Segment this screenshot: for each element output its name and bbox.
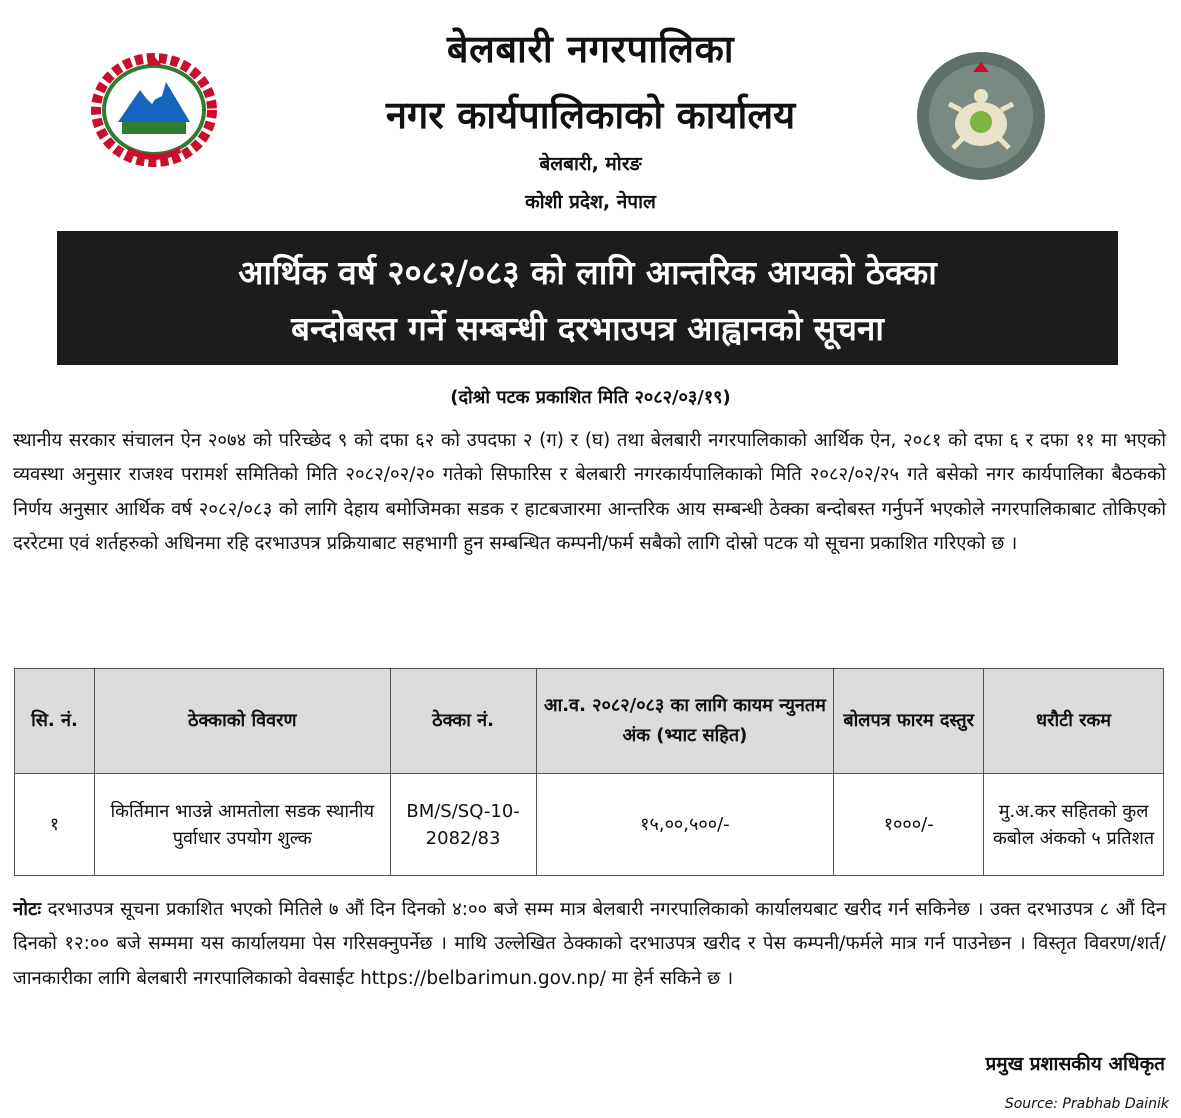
note-paragraph (13, 893, 1166, 996)
header-deposit: धरौटी रकम (984, 669, 1164, 774)
banner-line-1: आर्थिक वर्ष २०८२/०८३ को लागि आन्तरिक आयको ठेक्का (238, 253, 937, 292)
note-text: दरभाउपत्र सूचना प्रकाशित भएको मितिले ७ औं दिन दिनको ४:०० बजे सम्म मात्र बेलबारी नगरपालिकाको कार्यालयबाट खरीद गर्न सकिनेछ । उक्त दरभाउपत्र ८ औं दिन दिनको १२:०० बजे सम्ममा यस कार्यालयमा पेस गरिसक्नुपर्नेछ । माथि उल्लेखित ठेक्काको दरभाउपत्र खरीद र पेस कम्पनी/फर्मले मात्र गर्न पाउनेछन । विस्तृत विवरण/शर्त/जानकारीका लागि बेलबारी नगरपालिकाको वेवसाईट https://belbarimun.gov.np/ मा हेर्न सकिने छ । (13, 899, 1166, 989)
address-line-1: बेलबारी, मोरङ (539, 153, 642, 175)
cell-deposit: मु.अ.कर सहितको कुल कबोल अंकको ५ प्रतिशत (984, 774, 1164, 876)
table-row (15, 774, 1164, 876)
signatory-title: प्रमुख प्रशासकीय अधिकृत (985, 1053, 1165, 1075)
notice-title-banner (57, 231, 1118, 365)
table-header-row (15, 669, 1164, 774)
publication-date: (दोश्रो पटक प्रकाशित मिति २०८२/०३/१९) (450, 387, 731, 408)
office-name: नगर कार्यपालिकाको कार्यालय (385, 93, 796, 137)
banner-line-2: बन्दोबस्त गर्ने सम्बन्धी दरभाउपत्र आह्वानको सूचना (291, 309, 884, 348)
tender-table (14, 668, 1164, 876)
header-description: ठेक्काको विवरण (94, 669, 390, 774)
header-contract-no: ठेक्का नं. (390, 669, 536, 774)
cell-description: किर्तिमान भाउन्ने आमतोला सडक स्थानीय पुर्वाधार उपयोग शुल्क (94, 774, 390, 876)
note-label: नोटः (13, 899, 42, 920)
cell-sn: १ (15, 774, 95, 876)
cell-min-amount: १५,००,५००/- (536, 774, 834, 876)
address-line-2: कोशी प्रदेश, नेपाल (525, 191, 656, 213)
municipality-name: बेलबारी नगरपालिका (446, 27, 735, 71)
header-form-fee: बोलपत्र फारम दस्तुर (834, 669, 984, 774)
cell-contract-no: BM/S/SQ-10-2082/83 (390, 774, 536, 876)
notice-body: स्थानीय सरकार संचालन ऐन २०७४ को परिच्छेद ९ को दफा ६२ को उपदफा २ (ग) र (घ) तथा बेलबारी नगरपालिकाको आर्थिक ऐन, २०८१ को दफा ६ र दफा ११ मा भएको व्यवस्था अनुसार राजश्व परामर्श समितिको मिति २०८२/०२/२० गतेको सिफारिस र बेलबारी नगरकार्यपालिकाको मिति २०८२/०२/२५ गते बसेको नगर कार्यपालिका बैठकको निर्णय अनुसार आर्थिक वर्ष २०८२/०८३ को लागि देहाय बमोजिमका सडक र हाटबजारमा आन्तरिक आय सम्बन्धी ठेक्का बन्दोबस्त गर्नुपर्ने भएकोले नगरपालिकाबाट तोकिएको दररेटमा एवं शर्तहरुको अधिनमा रहि दरभाउपत्र प्रक्रियाबाट सहभागी हुन सम्बन्धित कम्पनी/फर्म सबैको लागि दोस्रो पटक यो सूचना प्रकाशित गरिएको छ । (13, 430, 1166, 554)
header-sn: सि. नं. (15, 669, 95, 774)
header-min-amount: आ.व. २०८२/०८३ का लागि कायम न्युनतम अंक (भ्याट सहित) (536, 669, 834, 774)
cell-form-fee: १०००/- (834, 774, 984, 876)
source-credit: Source: Prabhab Dainik (1004, 1096, 1169, 1112)
